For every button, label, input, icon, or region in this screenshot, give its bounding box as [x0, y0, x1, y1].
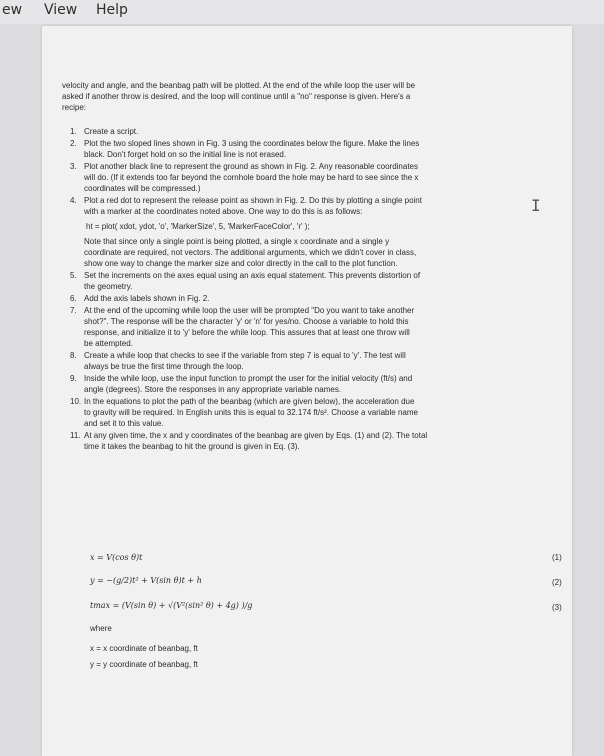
step-text: time it takes the beanbag to hit the ground is given in Eq. (3). — [84, 442, 300, 451]
step-item — [62, 138, 502, 160]
step-text: At the end of the upcoming while loop the user will be prompted "Do you want to take another — [84, 306, 415, 315]
step-text: the geometry. — [84, 282, 133, 291]
step-text: Plot a red dot to represent the release point as shown in Fig. 2. Do this by plotting a single point — [84, 196, 422, 205]
step-text: Set the increments on the axes equal using an axis equal statement. This prevents distortion of — [84, 271, 421, 280]
step-item — [62, 396, 502, 429]
note-line: show one way to change the marker size and color directly in the call to the plot function. — [84, 259, 398, 268]
step-item — [62, 350, 502, 372]
where-item: y = y coordinate of beanbag, ft — [90, 660, 198, 669]
step-item — [62, 195, 502, 217]
intro-line: asked if another throw is desired, and the loop will continue until a "no" response is given. Here's a — [62, 92, 411, 101]
step-text: and set it to this value. — [84, 419, 164, 428]
step-text: black. Don't forget hold on so the initial line is not erased. — [84, 150, 287, 159]
step-text: Inside the while loop, use the input function to prompt the user for the initial velocity (ft/s) and — [84, 374, 413, 383]
equation-1: x = V(cos θ)t — [90, 553, 143, 562]
equation-number: (2) — [552, 578, 562, 587]
menu-edit[interactable]: ew — [2, 2, 23, 18]
step-text: Add the axis labels shown in Fig. 2. — [84, 294, 210, 303]
step-text: response, and initialize it to 'y' before the while loop. This assures that at least one throw will — [84, 328, 410, 337]
step-item — [62, 293, 502, 304]
step-text: to gravity will be required. In English units this is equal to 32.174 ft/s². Choose a variable name — [84, 408, 418, 417]
step-text: In the equations to plot the path of the beanbag (which are given below), the acceleration due — [84, 397, 415, 406]
step-text: with a marker at the coordinates noted above. One way to do this is as follows: — [84, 207, 363, 216]
equation-number: (1) — [552, 553, 562, 562]
step-number: 8. — [70, 351, 77, 360]
step-item — [62, 270, 502, 292]
step-number: 4. — [70, 196, 77, 205]
step-text: be attempted. — [84, 339, 133, 348]
code-snippet: ht = plot( xdot, ydot, 'o', 'MarkerSize', 5, 'MarkerFaceColor', 'r' ); — [86, 222, 310, 231]
equation-number: (3) — [552, 603, 562, 612]
step-text: Plot the two sloped lines shown in Fig. 3 using the coordinates below the figure. Make the lines — [84, 139, 420, 148]
note-paragraph — [62, 236, 502, 269]
menu-view[interactable]: View — [44, 2, 78, 18]
intro-line: recipe: — [62, 103, 87, 112]
step-text: Plot another black line to represent the ground as shown in Fig. 2. Any reasonable coordinates — [84, 162, 418, 171]
step-text: Create a script. — [84, 127, 139, 136]
step-text: will do. (If it extends too far beyond the cornhole board the hole may be hard to see since the x — [84, 173, 419, 182]
step-item — [62, 305, 502, 349]
menu-help[interactable]: Help — [96, 2, 128, 18]
step-number: 10. — [70, 397, 82, 406]
step-number: 1. — [70, 127, 77, 136]
steps-list — [62, 126, 502, 453]
step-number: 7. — [70, 306, 77, 315]
intro-line: velocity and angle, and the beanbag path will be plotted. At the end of the while loop the user will be — [62, 81, 416, 90]
step-item — [62, 126, 502, 137]
step-text: shot?". The response will be the character 'y' or 'n' for yes/no. Choose a variable to hold this — [84, 317, 409, 326]
step-item — [62, 430, 502, 452]
where-item: x = x coordinate of beanbag, ft — [90, 644, 198, 653]
note-line: coordinate are required, not vectors. The additional arguments, which we didn't cover in class, — [84, 248, 417, 257]
note-line: Note that since only a single point is being plotted, a single x coordinate and a single y — [84, 237, 390, 246]
equation-3: tmax = (V(sin θ) + √(V²(sin² θ) + 4g) )/g — [90, 601, 253, 610]
step-text: At any given time, the x and y coordinates of the beanbag are given by Eqs. (1) and (2). The total — [84, 431, 428, 440]
step-text: coordinates will be compressed.) — [84, 184, 201, 193]
step-number: 3. — [70, 162, 77, 171]
step-text: always be true the first time through the loop. — [84, 362, 244, 371]
step-number: 6. — [70, 294, 77, 303]
step-text: Create a while loop that checks to see if the variable from step 7 is equal to 'y'. The test will — [84, 351, 406, 360]
step-item — [62, 373, 502, 395]
step-number: 11. — [70, 431, 81, 440]
step-number: 9. — [70, 374, 77, 383]
menu-bar — [0, 0, 604, 24]
text-cursor-icon: I — [531, 196, 541, 215]
intro-paragraph — [62, 80, 502, 113]
step-number: 5. — [70, 271, 77, 280]
step-text: angle (degrees). Store the responses in any appropriate variable names. — [84, 385, 342, 394]
equation-2: y = −(g/2)t² + V(sin θ)t + h — [90, 576, 202, 585]
step-item — [62, 161, 502, 194]
step-number: 2. — [70, 139, 77, 148]
where-label: where — [90, 624, 112, 633]
